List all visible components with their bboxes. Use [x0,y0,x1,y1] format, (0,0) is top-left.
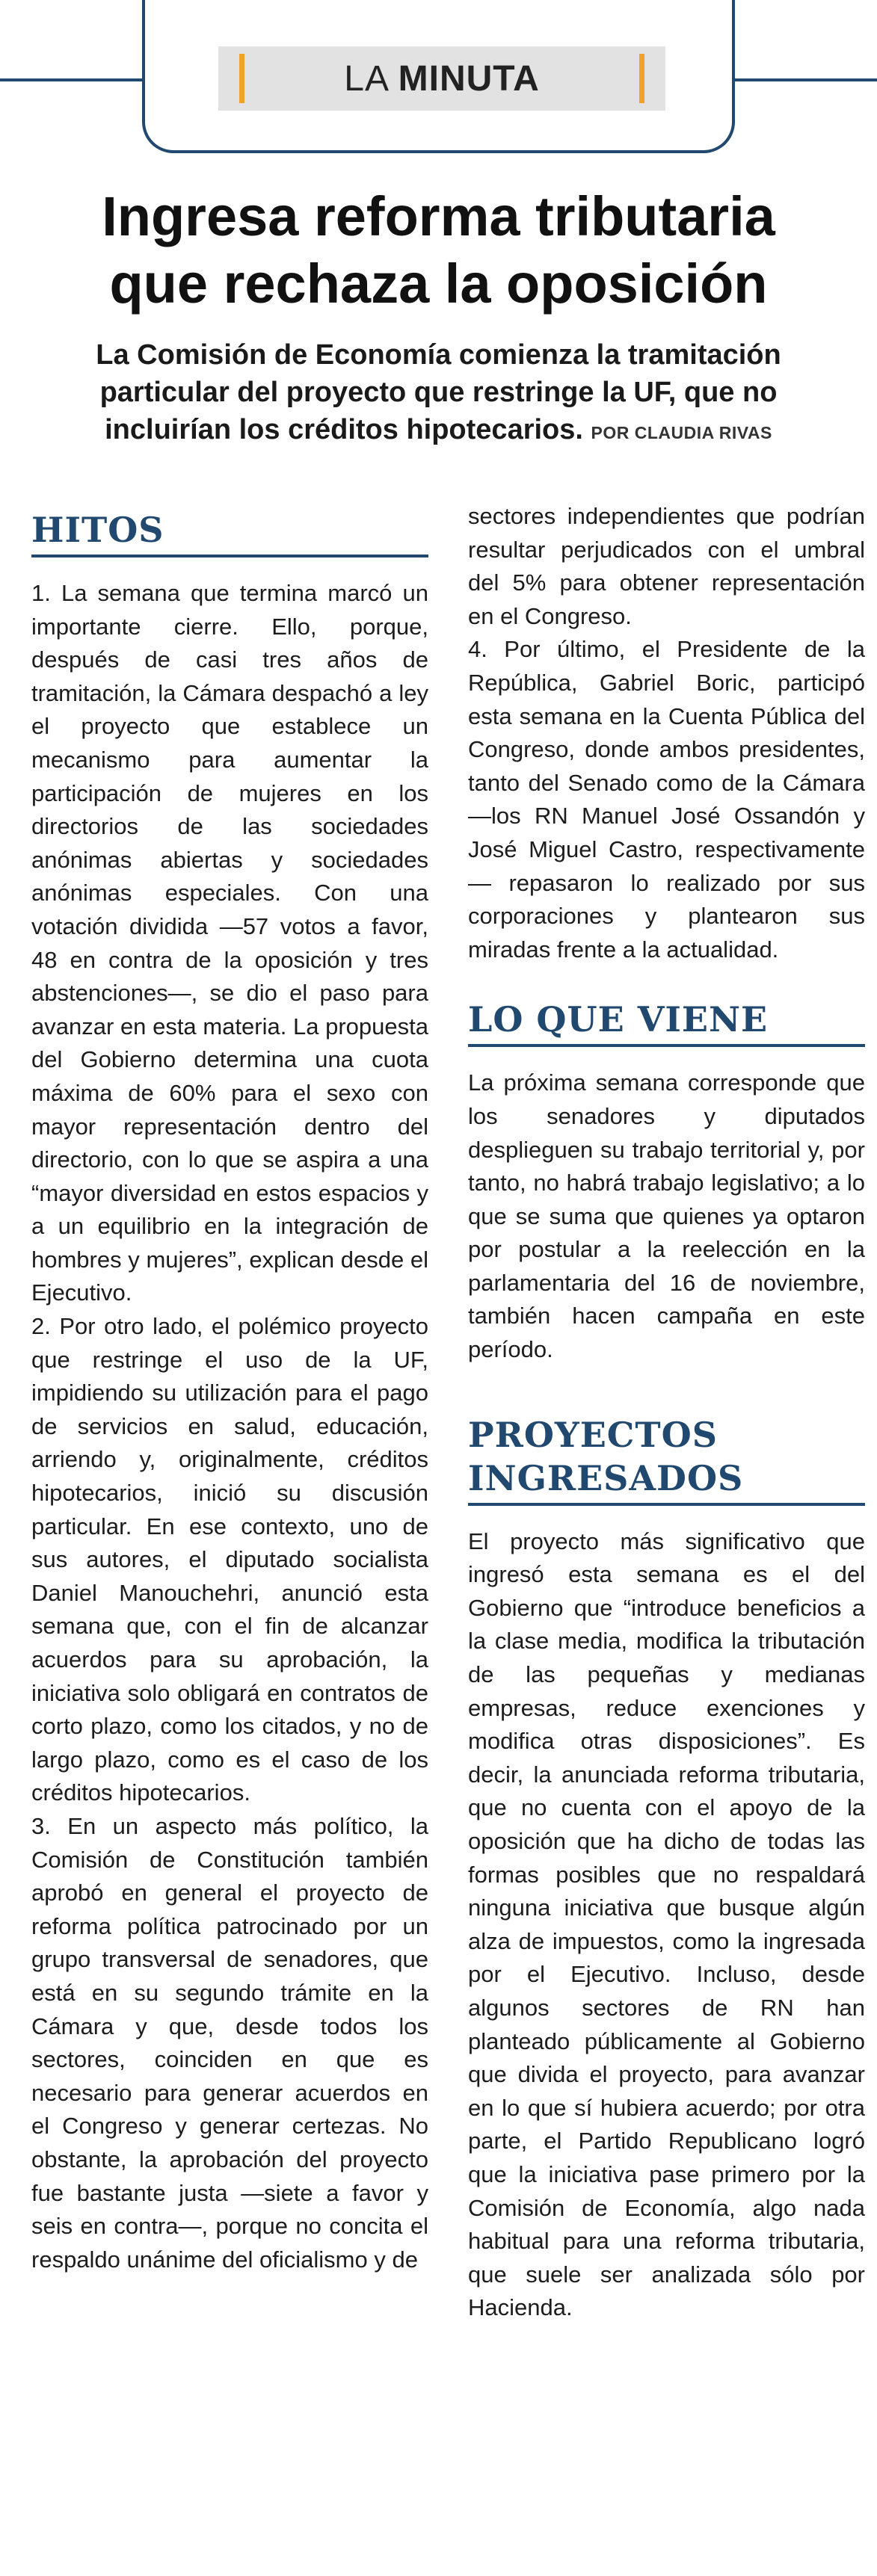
left-column [31,508,428,2276]
article-title: Ingresa reforma tributaria que rechaza la oposición [102,185,775,315]
section-title-lo-que-viene: LO QUE VIENE [468,999,769,1040]
header-accent-bar-left [239,54,244,103]
paragraph: 2. Por otro lado, el polémico proyecto que restringe el uso de la UF, impidiendo su utilización para el pago de servicios en salud, educación, arriendo y, originalmente, créditos hipotecarios, inició su discusión particular. En ese contexto, uno de sus autores, el diputado socialista Daniel Manouchehri, anunció esta semana que, con el fin de alcanzar acuerdos para su aprobación, la iniciativa solo obligará en contratos de corto plazo, como los citados, y no de largo plazo, como es el caso de los créditos hipotecarios. [31,1313,428,1806]
paragraph: La próxima semana corresponde que los senadores y diputados desplieguen su trabajo territorial y, por tanto, no habrá trabajo legislativo; a lo que se suma que quienes ya optaron por postular a la reelección en la parlamentaria del 16 de noviembre, también hacen campaña en este período. [468,1069,865,1363]
lo-que-viene-body [468,1066,865,1366]
section-title-proyectos-ingresados: PROYECTOS INGRESADOS [468,1414,744,1498]
header-rule-right [733,78,877,81]
paragraph: 4. Por último, el Presidente de la República, Gabriel Boric, participó esta semana en la Cuenta Pública del Congreso, donde ambos presidentes, tanto del Senado como de la Cámara —los RN Manuel José Ossandón y José Miguel Castro, respectivamente— repasaron lo realizado por sus corporaciones y plantearon sus miradas frente a la actualidad. [468,636,865,963]
header-rule-left [0,78,144,81]
proyectos-body [468,1525,865,2325]
section-name: LA MINUTA [344,58,540,99]
section-rule [468,1044,865,1047]
right-column [468,502,865,2325]
hitos-body-continued [468,500,865,966]
header-accent-bar-right [639,54,644,103]
hitos-body [31,577,428,2276]
byline: POR CLAUDIA RIVAS [591,423,772,442]
paragraph: sectores independientes que podrían resultar perjudicados con el umbral del 5% para obtener representación en el Congreso. [468,503,865,629]
paragraph: 1. La semana que termina marcó un importante cierre. Ello, porque, después de casi tres años de tramitación, la Cámara despachó a ley el proyecto que establece un mecanismo para aumentar la participación de mujeres en los directorios de las sociedades anónimas abiertas y sociedades anónimas especiales. Con una votación dividida —57 votos a favor, 48 en contra de la oposición y tres abstenciones—, se dio el paso para avanzar en esta materia. La propuesta del Gobierno determina una cuota máxima de 60% para el sexo con mayor representación dentro del directorio, con lo que se aspira a una “mayor diversidad en estos espacios y a un equilibrio en la integración de hombres y mujeres”, explican desde el Ejecutivo. [31,580,428,1306]
paragraph: El proyecto más significativo que ingresó esta semana es el del Gobierno que “introduce beneficios a la clase media, modifica la tributación de las pequeñas y medianas empresas, reduce exenciones y modifica otras disposiciones”. Es decir, la anunciada reforma tributaria, que no cuenta con el apoyo de la oposición que ha dicho de todas las formas posibles que no respaldará ninguna iniciativa que busque algún alza de impuestos, como la ingresada por el Ejecutivo. Incluso, desde algunos sectores de RN han planteado públicamente al Gobierno que divida el proyecto, para avanzar en lo que sí hubiera acuerdo; por otra parte, el Partido Republicano logró que la iniciativa pase primero por la Comisión de Economía, algo nada habitual para una reforma tributaria, que suele ser analizada sólo por Hacienda. [468,1528,865,2321]
section-header-label [218,46,665,111]
article-subtitle: La Comisión de Economía comienza la tramitación particular del proyecto que restringe la UF, que no incluirían los créditos hipotecarios. POR CLAUDIA RIVAS [96,339,781,445]
paragraph: 3. En un aspecto más político, la Comisión de Constitución también aprobó en general el proyecto de reforma política patrocinado por un grupo transversal de senadores, que está en su segundo trámite en la Cámara y que, desde todos los sectores, coinciden en que es necesario para generar acuerdos en el Congreso y generar certezas. No obstante, la aprobación del proyecto fue bastante justa —siete a favor y seis en contra—, porque no concita el respaldo unánime del oficialismo y de [31,1812,428,2273]
section-rule [468,1503,865,1506]
section-title-hitos: HITOS [31,510,164,550]
section-rule [31,555,428,557]
